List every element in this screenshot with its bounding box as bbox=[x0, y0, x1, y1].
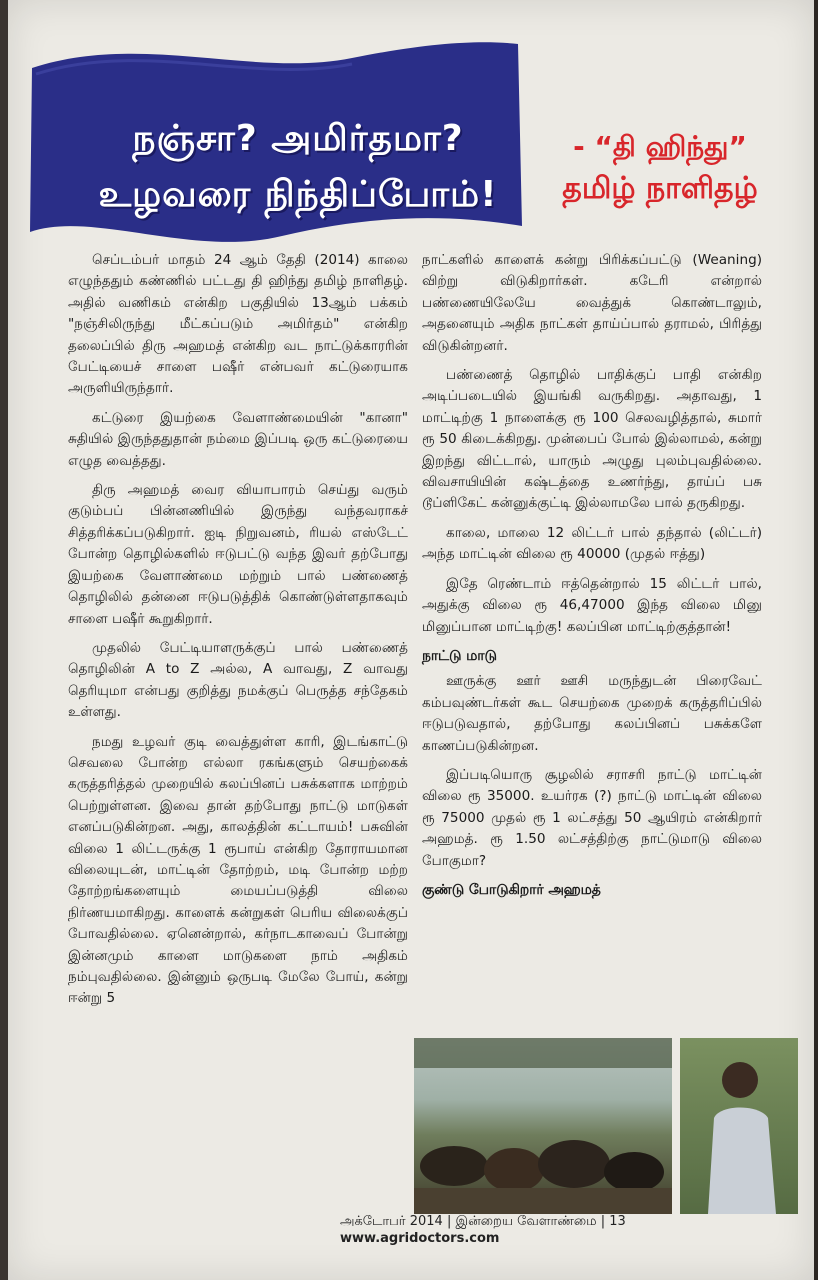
right-column bbox=[422, 250, 762, 905]
paragraph: பண்ணைத் தொழில் பாதிக்குப் பாதி என்கிற அடிப்படையில் இயங்கி வருகிறது. அதாவது, 1 மாட்டிற்கு 1 நாளைக்கு ரூ 100 செலவழித்தால், சுமார் ரூ 50 கிடைக்கிறது. முன்பைப் போல் இல்லாமல், கன்று இறந்து விட்டால், யாரும் அழுது புலம்புவதில்லை. விவசாயியின் கஷ்டத்தை உணர்ந்து, தாய்ப் பசு டூப்ளிகேட் கன்னுக்குட்டி இல்லாமலே பால் தருகிறது. bbox=[422, 367, 762, 512]
cattle-silhouettes bbox=[414, 1038, 672, 1214]
source-credit-line2: தமிழ் நாளிதழ் bbox=[562, 171, 758, 206]
subheading: நாட்டு மாடு bbox=[422, 647, 497, 664]
cattle-herd-photo bbox=[414, 1038, 672, 1214]
page-edge bbox=[0, 0, 8, 1280]
page-footer bbox=[340, 1214, 640, 1246]
paragraph: இதே ரெண்டாம் ஈத்தென்றால் 15 லிட்டர் பால், அதுக்கு விலை ரூ 46,47000 இந்த விலை மினு மினுப்பான மாட்டிற்கு! கலப்பின மாட்டிற்குத்தான்! bbox=[422, 575, 762, 635]
paragraph: இப்படியொரு சூழலில் சராசரி நாட்டு மாட்டின் விலை ரூ 35000. உயர்ரக (?) நாட்டு மாட்டின் விலை ரூ 75000 முதல் ரூ 1 லட்சத்து 50 ஆயிரம் என்கிறார் அஹமத். ரூ 1.50 லட்சத்திற்கு நாட்டுமாடு விலை போகுமா? bbox=[422, 766, 762, 869]
left-column bbox=[68, 250, 408, 1018]
paragraph: கட்டுரை இயற்கை வேளாண்மையின் "கானா" சுதியில் இருந்ததுதான் நம்மை இப்படி ஒரு கட்டுரையை எழுத வைத்தது. bbox=[68, 409, 408, 469]
footer-issue-info: அக்டோபர் 2014 | இன்றைய வேளாண்மை | 13 bbox=[340, 1214, 626, 1229]
paragraph: திரு அஹமத் வைர வியாபாரம் செய்து வரும் குடும்பப் பின்னணியில் இருந்து வந்தவராகச் சித்தரிக்கப்படுகிறார். ஐடி நிறுவனம், ரியல் எஸ்டேட் போன்ற தொழில்களில் ஈடுபட்டு வந்த இவர் தற்போது இயற்கை வேளாண்மை மற்றும் பால் பண்ணைத் தொழிலில் தன்னை ஈடுபடுத்திக் கொண்டுள்ளதாகவும் சாளை பஷீர் கூறுகிறார். bbox=[68, 482, 408, 627]
paragraph: காலை, மாலை 12 லிட்டர் பால் தந்தால் (லிட்டர்) அந்த மாட்டின் விலை ரூ 40000 (முதல் ஈத்து) bbox=[422, 524, 762, 563]
photo-strip bbox=[414, 1038, 798, 1214]
source-credit-line1: - “தி ஹிந்து” bbox=[573, 130, 747, 163]
paragraph: ஊருக்கு ஊர் ஊசி மருந்துடன் பிரைவேட் கம்பவுண்டர்கள் கூட செயற்கை முறைக் கருத்தரிப்பில் ஈடுபடுவதால், தற்போது கலப்பினப் பசுக்களே காணப்படுகின்றன. bbox=[422, 673, 762, 754]
title-banner bbox=[22, 40, 522, 246]
paragraph: நமது உழவர் குடி வைத்துள்ள காரி, இடங்காட்டு செவலை போன்ற எல்லா ரகங்களும் செயற்கைக் கருத்தரித்தல் முறையில் கலப்பினப் பசுக்களாக மாற்றம் பெற்றுள்ளன. இவை தான் தற்போது நாட்டு மாடுகள் எனப்படுகின்றன. அது, காலத்தின் கட்டாயம்! பசுவின் விலை 1 லிட்டருக்கு 1 ரூபாய் என்கிற தோராயமான விலையுடன், மாட்டின் தோற்றம், மடி போன்ற மற்ற தோற்றங்களையும் மையப்படுத்தி விலை நிர்ணயமாகிறது. காளைக் கன்றுகள் பெரிய விலைக்குப் போவதில்லை. ஏனென்றால், கர்நாடகாவைப் போன்று இன்னமும் காளை மாடுகளை நாம் அதிகம் நம்புவதில்லை. இன்னும் ஒருபடி மேலே போய், கன்று ஈன்று 5 bbox=[68, 733, 408, 1007]
paragraph: செப்டம்பர் மாதம் 24 ஆம் தேதி (2014) காலை எழுந்ததும் கண்ணில் பட்டது தி ஹிந்து தமிழ் நாளிதழ். அதில் வணிகம் என்கிற பகுதியில் 13ஆம் பக்கம் "நஞ்சிலிருந்து மீட்கப்படும் அமிர்தம்" என்கிற தலைப்பில் திரு அஹமத் என்கிற வட நாட்டுக்காரரின் பேட்டியைச் சாளை பஷீர் என்பவர் கட்டுரையாக அருளியிருந்தார். bbox=[68, 252, 408, 397]
farmer-figure bbox=[680, 1038, 798, 1214]
farmer-portrait-photo bbox=[680, 1038, 798, 1214]
paragraph: முதலில் பேட்டியாளருக்குப் பால் பண்ணைத் தொழிலின் A to Z அல்ல, A வாவது, Z வாவது தெரியுமா என்பது குறித்து நமக்குப் பெருத்த சந்தேகம் உள்ளது. bbox=[68, 639, 408, 721]
paragraph: நாட்களில் காளைக் கன்று பிரிக்கப்பட்டு (Weaning) விற்று விடுகிறார்கள். கடேரி என்றால் பண்ணையிலேயே வைத்துக் கொண்டாலும், அதனையும் அதிக நாட்கள் தாய்ப்பால் தராமல், பிரித்து விடுகின்றனர். bbox=[422, 252, 762, 354]
subheading: குண்டு போடுகிறார் அஹமத் bbox=[422, 881, 601, 898]
banner-title-line2: உழவரை நிந்திப்போம்! bbox=[98, 174, 498, 215]
banner-title-line1: நஞ்சா? அமிர்தமா? bbox=[132, 118, 464, 159]
footer-website: www.agridoctors.com bbox=[340, 1231, 500, 1246]
source-credit bbox=[530, 130, 790, 210]
